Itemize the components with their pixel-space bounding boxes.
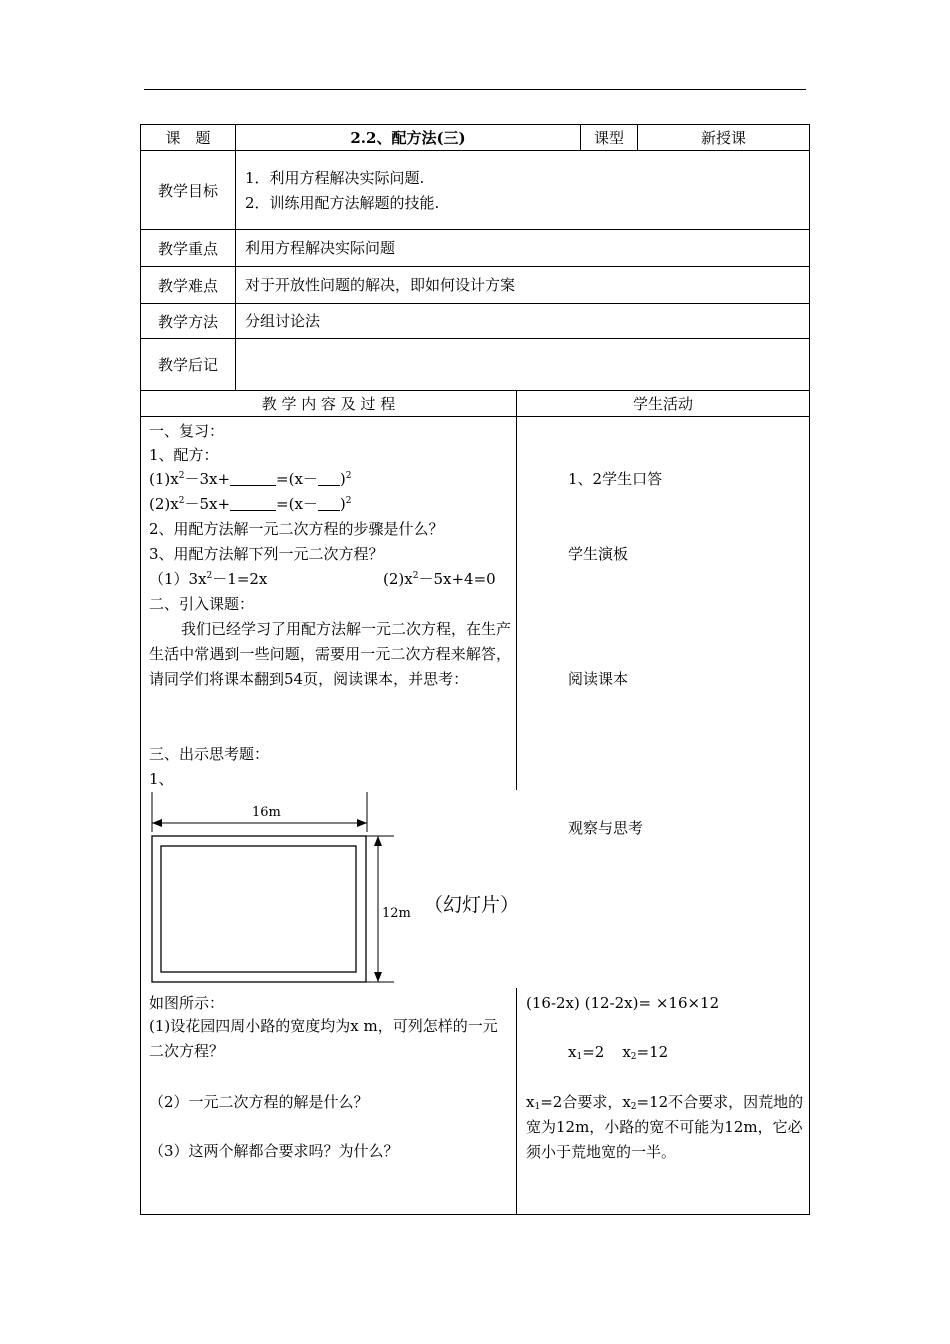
- activity-oral-answer: 1、2学生口答: [568, 470, 663, 488]
- activity-board-work: 学生演板: [568, 545, 629, 563]
- slide-label: （幻灯片）: [424, 894, 520, 916]
- content-header: 教 学 内 容 及 过 程: [261, 395, 396, 413]
- question-2: （2）一元二次方程的解是什么？: [149, 1093, 369, 1111]
- diagram-height-label: 12m: [382, 906, 411, 921]
- answer-blank[interactable]: [230, 496, 276, 511]
- intro-title: 二、引入课题：: [149, 595, 255, 613]
- method-label: 教学方法: [157, 312, 218, 331]
- difficulty-label: 教学难点: [157, 276, 218, 295]
- height-arrow-bottom: [374, 972, 382, 982]
- answer-explanation: $x_1=2$合要求，$x_2=12$不合要求，因荒地的宽为12m，小路的宽不可能为12m，它必须小于荒地宽的一半。: [526, 1093, 804, 1161]
- objective-2: 2．训练用配方法解题的技能.: [245, 194, 440, 212]
- topic-label: 课 题: [165, 129, 211, 147]
- lesson-type-value: 新授课: [700, 129, 746, 147]
- review-title: 一、复习：: [149, 422, 225, 440]
- width-arrow-right: [357, 819, 367, 827]
- outer-garden-rect: [152, 836, 366, 982]
- inner-garden-rect: [161, 846, 356, 972]
- focus-label: 教学重点: [157, 239, 218, 258]
- answer-blank[interactable]: [230, 471, 276, 486]
- question-3: （3）这两个解都合要求吗？为什么？: [149, 1142, 399, 1160]
- objective-1: 1．利用方程解决实际问题.: [245, 169, 425, 187]
- equation-2: $(2)x^2-5x+4=0$: [383, 570, 496, 588]
- think-title: 三、出示思考题：: [149, 745, 270, 763]
- lesson-type-label: 课型: [593, 129, 624, 147]
- topic-value: 2.2、配方法(三): [350, 129, 466, 147]
- activity-read-textbook: 阅读课本: [568, 670, 629, 688]
- review-item-1: 1、配方：: [149, 446, 219, 464]
- diagram-width-label: 16m: [252, 805, 281, 820]
- height-arrow-top: [374, 836, 382, 846]
- as-shown-label: 如图所示：: [149, 994, 225, 1012]
- answer-equation: (16-2x) (12-2x)= ×16×12: [526, 994, 720, 1012]
- objectives-label: 教学目标: [157, 181, 218, 200]
- difficulty-value: 对于开放性问题的解决，即如何设计方案: [245, 276, 516, 294]
- page-top-rule: [144, 89, 806, 90]
- activity-header: 学生活动: [632, 395, 693, 413]
- answer-blank[interactable]: [318, 496, 340, 511]
- garden-diagram: [146, 790, 526, 990]
- answer-roots: $x_1=2$ $x_2=12$: [568, 1043, 669, 1062]
- activity-observe-think: 观察与思考: [568, 819, 644, 837]
- review-item-2: 2、用配方法解一元二次方程的步骤是什么？: [149, 520, 444, 538]
- think-number: 1、: [149, 770, 174, 788]
- complete-square-b: $(2)x^2-5x+ =(x- )^2$: [149, 495, 352, 513]
- notes-label: 教学后记: [157, 356, 218, 374]
- width-arrow-left: [152, 819, 162, 827]
- equation-1: $(1)3x^2-1=2x$: [149, 570, 268, 588]
- focus-value: 利用方程解决实际问题: [245, 239, 396, 257]
- intro-paragraph: 我们已经学习了用配方法解一元二次方程，在生产生活中常遇到一些问题，需要用一元二次方程来解答，请同学们将课本翻到54页，阅读课本，并思考：: [149, 620, 512, 688]
- method-value: 分组讨论法: [245, 312, 321, 330]
- question-1: (1)设花园四周小路的宽度均为x m，可列怎样的一元二次方程？: [149, 1017, 498, 1060]
- complete-square-a: $(1)x^2-3x+ =(x- )^2$: [149, 470, 352, 488]
- review-item-3: 3、用配方法解下列一元二次方程？: [149, 545, 384, 563]
- answer-blank[interactable]: [318, 471, 340, 486]
